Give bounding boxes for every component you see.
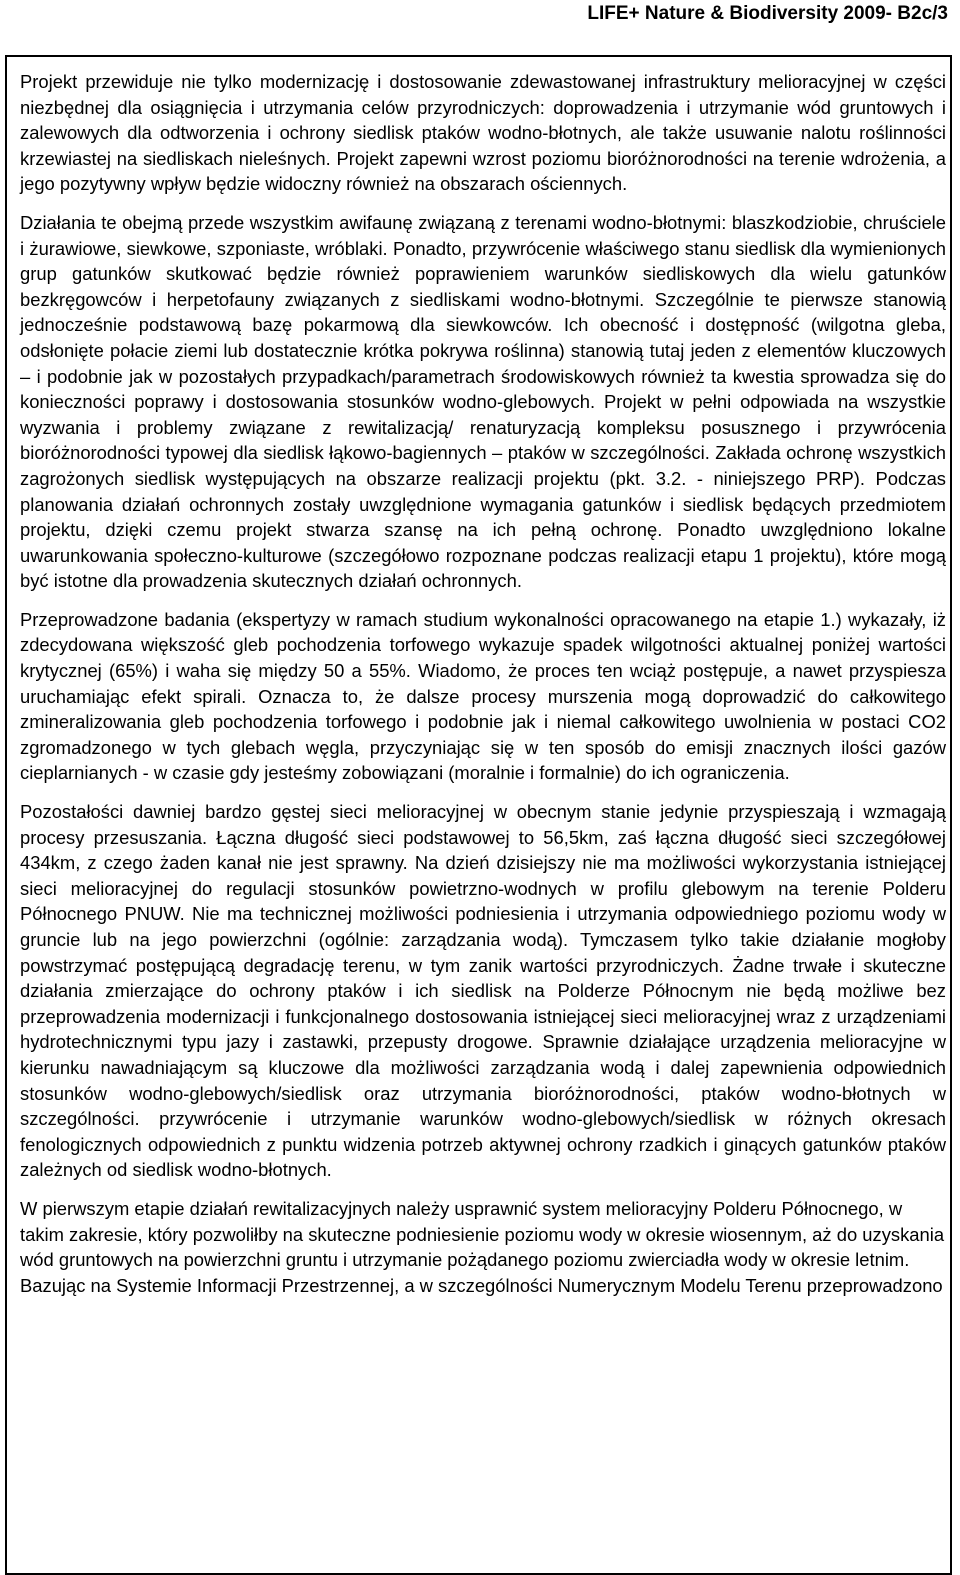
paragraph-drainage-network: Pozostałości dawniej bardzo gęstej sieci melioracyjnej w obecnym stanie jedynie przyspieszają i wzmagają procesy przesuszania. Łączna długość sieci podstawowej to 56,5km, zaś łączna długość sieci szczegółowej 434km, z czego żaden kanał nie jest sprawny. Na dzień dzisiejszy nie ma możliwości wykorzystania istniejącej sieci melioracyjnej do regulacji stosunków powietrzno-wodnych w profilu glebowym na terenie Polderu Północnego PNUW. Nie ma technicznej możliwości podniesienia i utrzymania odpowiedniego poziomu wody w gruncie lub na jego powierzchni (ogólnie: zarządzania wodą). Tymczasem tylko takie działanie mogłoby powstrzymać postępującą degradację terenu, w tym zanik wartości przyrodniczych. Żadne trwałe i skuteczne działania zmierzające do ochrony ptaków i ich siedlisk na Polderze Północnym nie będą możliwe bez przeprowadzenia modernizacji i funkcjonalnego dostosowania istniejącej sieci melioracyjnej wraz z urządzeniami hydrotechnicznymi typu jazy i zastawki, przepusty drogowe. Sprawnie działające urządzenia melioracyjne w kierunku nawadniającym są kluczowe dla możliwości zarządzania wodą i dalej zapewnienia odpowiednich stosunków wodno-glebowych/siedlisk oraz utrzymania bioróżnorodności, ptaków wodno-błotnych w szczególności. przywrócenie i utrzymanie warunków wodno-glebowych/siedlisk w różnych okresach fenologicznych odpowiednich z punktu widzenia potrzeb aktywnej ochrony rzadkich i ginących gatunków ptaków zależnych od siedlisk wodno-błotnych. <box>20 801 946 1181</box>
paragraph-avifauna-actions: Działania te obejmą przede wszystkim awifaunę związaną z terenami wodno-błotnymi: blaszkodziobie, chruściele i żurawiowe, siewkowe, szponiaste, wróblaki. Ponadto, przywrócenie właściwego stanu siedlisk dla wymienionych grup gatunków skutkować będzie również poprawieniem warunków siedliskowych dla wielu gatunków bezkręgowców i herpetofauny związanych z siedliskami wodno-błotnymi. Szczególnie te pierwsze stanowią jednocześnie podstawową bazę pokarmową dla siewkowców. Ich obecność i dostępność (wilgotna gleba, odsłonięte połacie ziemi lub dostatecznie krótka pokrywa roślinna) stanowią tutaj jeden z elementów kluczowych – i podobnie jak w pozostałych przypadkach/parametrach środowiskowych również ta kwestia sprowadza się do konieczności poprawy i dostosowania stosunków wodno-glebowych. Projekt w pełni odpowiada na wszystkie wyzwania i problemy związane z rewitalizacją/ renaturyzacją kompleksu posusznego i przywrócenia bioróżnorodności typowej dla siedlisk łąkowo-bagiennych – ptaków w szczególności. Zakłada ochronę wszystkich zagrożonych siedlisk występujących na obszarze realizacji projektu (pkt. 3.2. - niniejszego PRP). Podczas planowania działań ochronnych zostały uwzględnione wymagania gatunków i siedlisk będących przedmiotem projektu, dzięki czemu projekt stwarza szansę na ich pełną ochronę. Ponadto uwzględniono lokalne uwarunkowania społeczno-kulturowe (szczegółowo rozpoznane podczas realizacji etapu 1 projektu), które mogą być istotne dla prowadzenia skutecznych działań ochronnych. <box>20 211 946 592</box>
paragraph-first-stage: W pierwszym etapie działań rewitalizacyjnych należy usprawnić system melioracyjny Polderu Północnego, w takim zakresie, który pozwoliłby na skuteczne podniesienie poziomu wody w okresie wiosennym, aż do uzyskania wód gruntowych na powierzchni gruntu i utrzymanie pożądanego poziomu zwierciadła wody w okresie letnim. Bazując na Systemie Informacji Przestrzennej, a w szczególności Numerycznym Modelu Terenu przeprowadzono <box>20 1197 945 1296</box>
paragraph-project-scope: Projekt przewiduje nie tylko modernizację i dostosowanie zdewastowanej infrastruktury melioracyjnej w części niezbędnej dla osiągnięcia i utrzymania celów przyrodniczych: doprowadzenia i utrzymanie wód gruntowych i zalewowych dla odtworzenia i ochrony siedlisk ptaków wodno-błotnych, ale także usuwanie nalotu roślinności krzewiastej na siedliskach nieleśnych. Projekt zapewni wzrost poziomu bioróżnorodności na terenie wdrożenia, a jego pozytywny wpływ będzie widoczny również na obszarach ościennych. <box>20 71 946 195</box>
paragraph-soil-research: Przeprowadzone badania (ekspertyzy w ramach studium wykonalności opracowanego na etapie 1.) wykazały, iż zdecydowana większość gleb pochodzenia torfowego wykazuje spadek wilgotności aktualnej poniżej wartości krytycznej (65%) i waha się między 50 a 55%. Wiadomo, że proces ten wciąż postępuje, a nawet przyspiesza uruchamiając efekt spirali. Oznacza to, że dalsze procesy murszenia mogą doprowadzić do całkowitego zmineralizowania gleb pochodzenia torfowego i podobnie jak i niemal całkowitego uwolnienia w postaci CO2 zgromadzonego w tych glebach węgla, przyczyniając się w ten sposób do emisji znacznych ilości gazów cieplarnianych - w czasie gdy jesteśmy zobowiązani (moralnie i formalnie) do ich ograniczenia. <box>20 608 946 784</box>
document-body <box>20 69 946 1311</box>
document-header-title: LIFE+ Nature & Biodiversity 2009- B2c/3 <box>587 3 948 24</box>
